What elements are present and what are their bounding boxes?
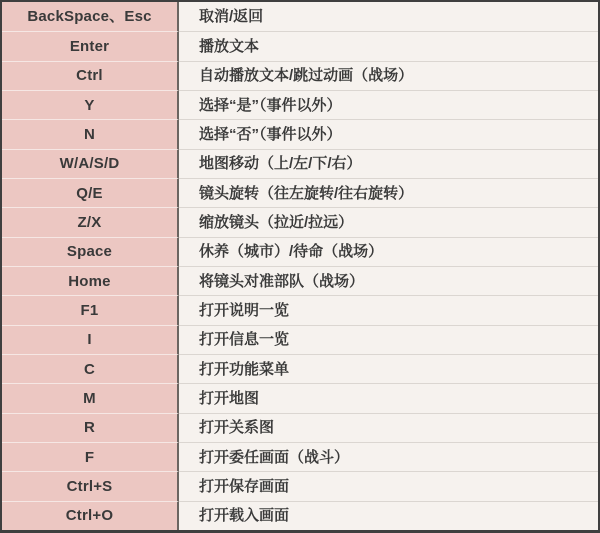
description-cell: 打开委任画面（战斗） bbox=[179, 442, 598, 471]
description-cell: 打开载入画面 bbox=[179, 501, 598, 530]
key-cell: Z/X bbox=[2, 207, 179, 236]
table-row bbox=[2, 61, 598, 90]
key-cell: BackSpace、Esc bbox=[2, 2, 179, 31]
key-cell: Space bbox=[2, 237, 179, 266]
table-row bbox=[2, 501, 598, 530]
table-row bbox=[2, 207, 598, 236]
description-cell: 打开功能菜单 bbox=[179, 354, 598, 383]
key-cell: Ctrl+S bbox=[2, 471, 179, 500]
table-row bbox=[2, 119, 598, 148]
key-cell: R bbox=[2, 413, 179, 442]
key-cell: Home bbox=[2, 266, 179, 295]
key-cell: I bbox=[2, 325, 179, 354]
table-row bbox=[2, 2, 598, 31]
description-cell: 休养（城市）/待命（战场） bbox=[179, 237, 598, 266]
description-cell: 选择“否”（事件以外） bbox=[179, 119, 598, 148]
description-cell: 打开信息一览 bbox=[179, 325, 598, 354]
key-cell: F1 bbox=[2, 295, 179, 324]
description-cell: 自动播放文本/跳过动画（战场） bbox=[179, 61, 598, 90]
table-row bbox=[2, 413, 598, 442]
description-cell: 打开保存画面 bbox=[179, 471, 598, 500]
description-cell: 缩放镜头（拉近/拉远） bbox=[179, 207, 598, 236]
key-cell: Y bbox=[2, 90, 179, 119]
key-cell: W/A/S/D bbox=[2, 149, 179, 178]
table-row bbox=[2, 178, 598, 207]
key-cell: Q/E bbox=[2, 178, 179, 207]
table-row bbox=[2, 90, 598, 119]
key-cell: M bbox=[2, 383, 179, 412]
key-cell: Enter bbox=[2, 31, 179, 60]
table-row bbox=[2, 383, 598, 412]
description-cell: 选择“是”（事件以外） bbox=[179, 90, 598, 119]
table-row bbox=[2, 442, 598, 471]
table-row bbox=[2, 31, 598, 60]
description-cell: 打开说明一览 bbox=[179, 295, 598, 324]
key-cell: N bbox=[2, 119, 179, 148]
key-cell: C bbox=[2, 354, 179, 383]
description-cell: 打开地图 bbox=[179, 383, 598, 412]
table-row bbox=[2, 149, 598, 178]
description-cell: 打开关系图 bbox=[179, 413, 598, 442]
key-cell: F bbox=[2, 442, 179, 471]
table-row bbox=[2, 325, 598, 354]
table-row bbox=[2, 266, 598, 295]
key-cell: Ctrl+O bbox=[2, 501, 179, 530]
table-row bbox=[2, 471, 598, 500]
table-row bbox=[2, 237, 598, 266]
description-cell: 取消/返回 bbox=[179, 2, 598, 31]
key-cell: Ctrl bbox=[2, 61, 179, 90]
table-row bbox=[2, 295, 598, 324]
description-cell: 播放文本 bbox=[179, 31, 598, 60]
description-cell: 镜头旋转（往左旋转/往右旋转） bbox=[179, 178, 598, 207]
description-cell: 地图移动（上/左/下/右） bbox=[179, 149, 598, 178]
table-row bbox=[2, 354, 598, 383]
description-cell: 将镜头对准部队（战场） bbox=[179, 266, 598, 295]
